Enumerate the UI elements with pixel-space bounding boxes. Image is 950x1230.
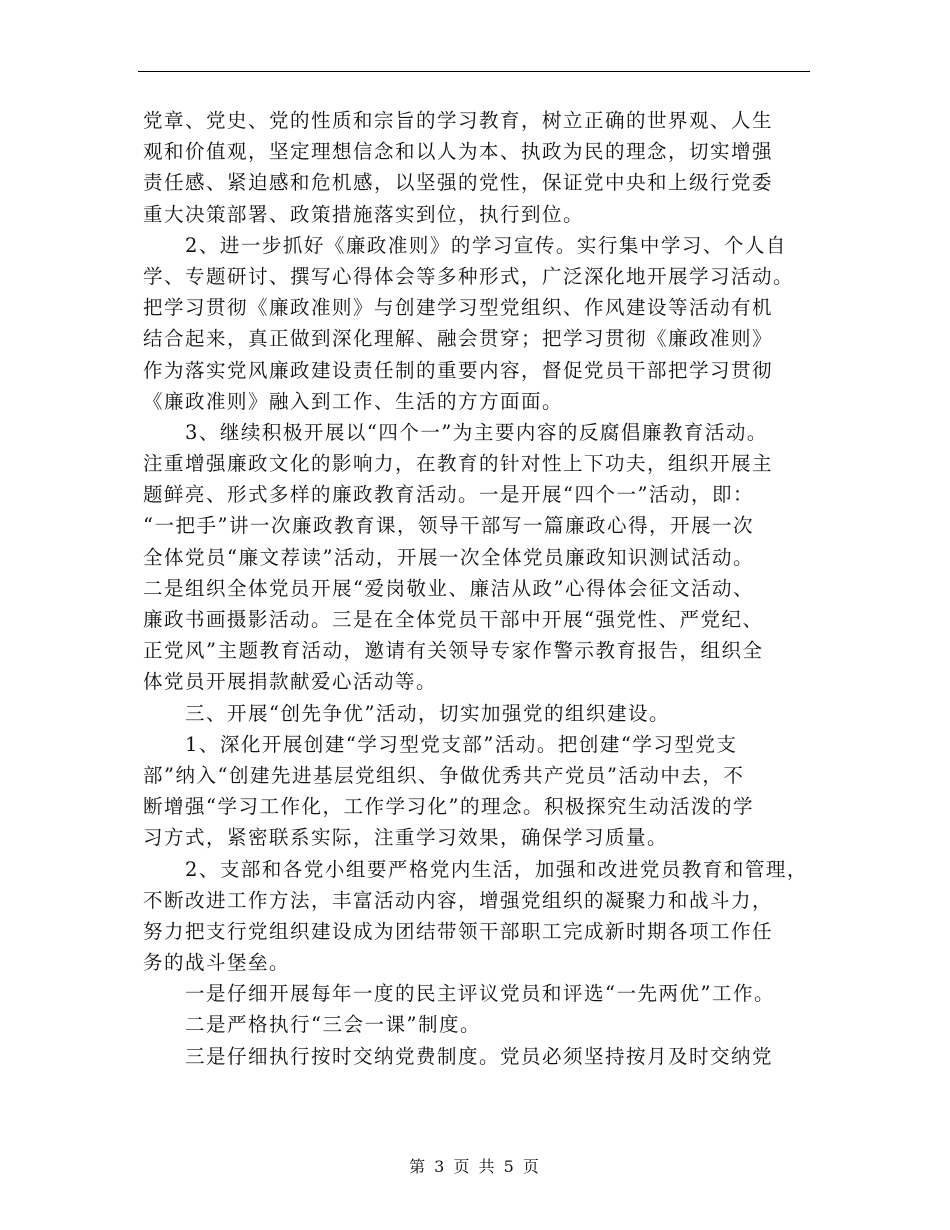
text-line: 一是仔细开展每年一度的民主评议党员和评选“一先两优”工作。 [143,982,775,1006]
document-body [143,105,823,1072]
text-line: 结合起来，真正做到深化理解、融会贯穿；把学习贯彻《廉政准则》 [143,327,774,351]
text-line: 观和价值观，坚定理想信念和以人为本、执政为民的理念，切实增强 [143,140,774,164]
text-line: 题鲜亮、形式多样的廉政教育活动。一是开展“四个一”活动，即： [143,483,754,507]
text-line: “一把手”讲一次廉政教育课，领导干部写一篇廉政心得，开展一次 [143,514,754,538]
text-line: 三、开展“创先争优”活动，切实加强党的组织建设。 [143,701,670,725]
text-line: 2、进一步抓好《廉政准则》的学习宣传。实行集中学习、个人自 [143,233,787,257]
header-rule [138,71,810,72]
text-line: 不断改进工作方法，丰富活动内容，增强党组织的凝聚力和战斗力， [143,888,774,912]
text-line: 1、深化开展创建“学习型党支部”活动。把创建“学习型党支 [143,732,738,756]
page-number-footer: 第 3 页 共 5 页 [409,1157,541,1176]
text-line: 学、专题研讨、撰写心得体会等多种形式，广泛深化地开展学习活动。 [143,264,795,288]
text-line: 习方式，紧密联系实际，注重学习效果，确保学习质量。 [143,826,669,850]
text-line: 体党员开展捐款献爱心活动等。 [143,670,438,694]
text-line: 责任感、紧迫感和危机感，以坚强的党性，保证党中央和上级行党委 [143,171,774,195]
text-line: 三是仔细执行按时交纳党费制度。党员必须坚持按月及时交纳党 [143,1044,774,1068]
text-line: 注重增强廉政文化的影响力，在教育的针对性上下功夫，组织开展主 [143,452,774,476]
text-line: 正党风”主题教育活动，邀请有关领导专家作警示教育报告，组织全 [143,639,764,663]
text-line: 全体党员“廉文荐读”活动，开展一次全体党员廉政知识测试活动。 [143,545,754,569]
text-line: 作为落实党风廉政建设责任制的重要内容，督促党员干部把学习贯彻 [143,358,774,382]
text-line: 重大决策部署、政策措施落实到位，执行到位。 [143,202,585,226]
text-line: 断增强“学习工作化，工作学习化”的理念。积极探究生动活泼的学 [143,795,754,819]
text-line: 《廉政准则》融入到工作、生活的方方面面。 [143,389,564,413]
text-line: 3、继续积极开展以“四个一”为主要内容的反腐倡廉教育活动。 [143,420,768,444]
text-line: 2、支部和各党小组要严格党内生活，加强和改进党员教育和管理， [143,857,808,881]
text-line: 党章、党史、党的性质和宗旨的学习教育，树立正确的世界观、人生 [143,109,774,132]
text-line: 部”纳入“创建先进基层党组织、争做优秀共产党员”活动中去，不 [143,763,745,787]
text-line: 务的战斗堡垒。 [143,951,291,975]
text-line: 努力把支行党组织建设成为团结带领干部职工完成新时期各项工作任 [143,919,774,943]
text-line: 廉政书画摄影活动。三是在全体党员干部中开展“强党性、严党纪、 [143,608,764,631]
text-line: 把学习贯彻《廉政准则》与创建学习型党组织、作风建设等活动有机 [143,296,774,320]
text-line: 二是组织全体党员开展“爱岗敬业、廉洁从政”心得体会征文活动、 [143,576,754,600]
text-line: 二是严格执行“三会一课”制度。 [143,1013,481,1037]
